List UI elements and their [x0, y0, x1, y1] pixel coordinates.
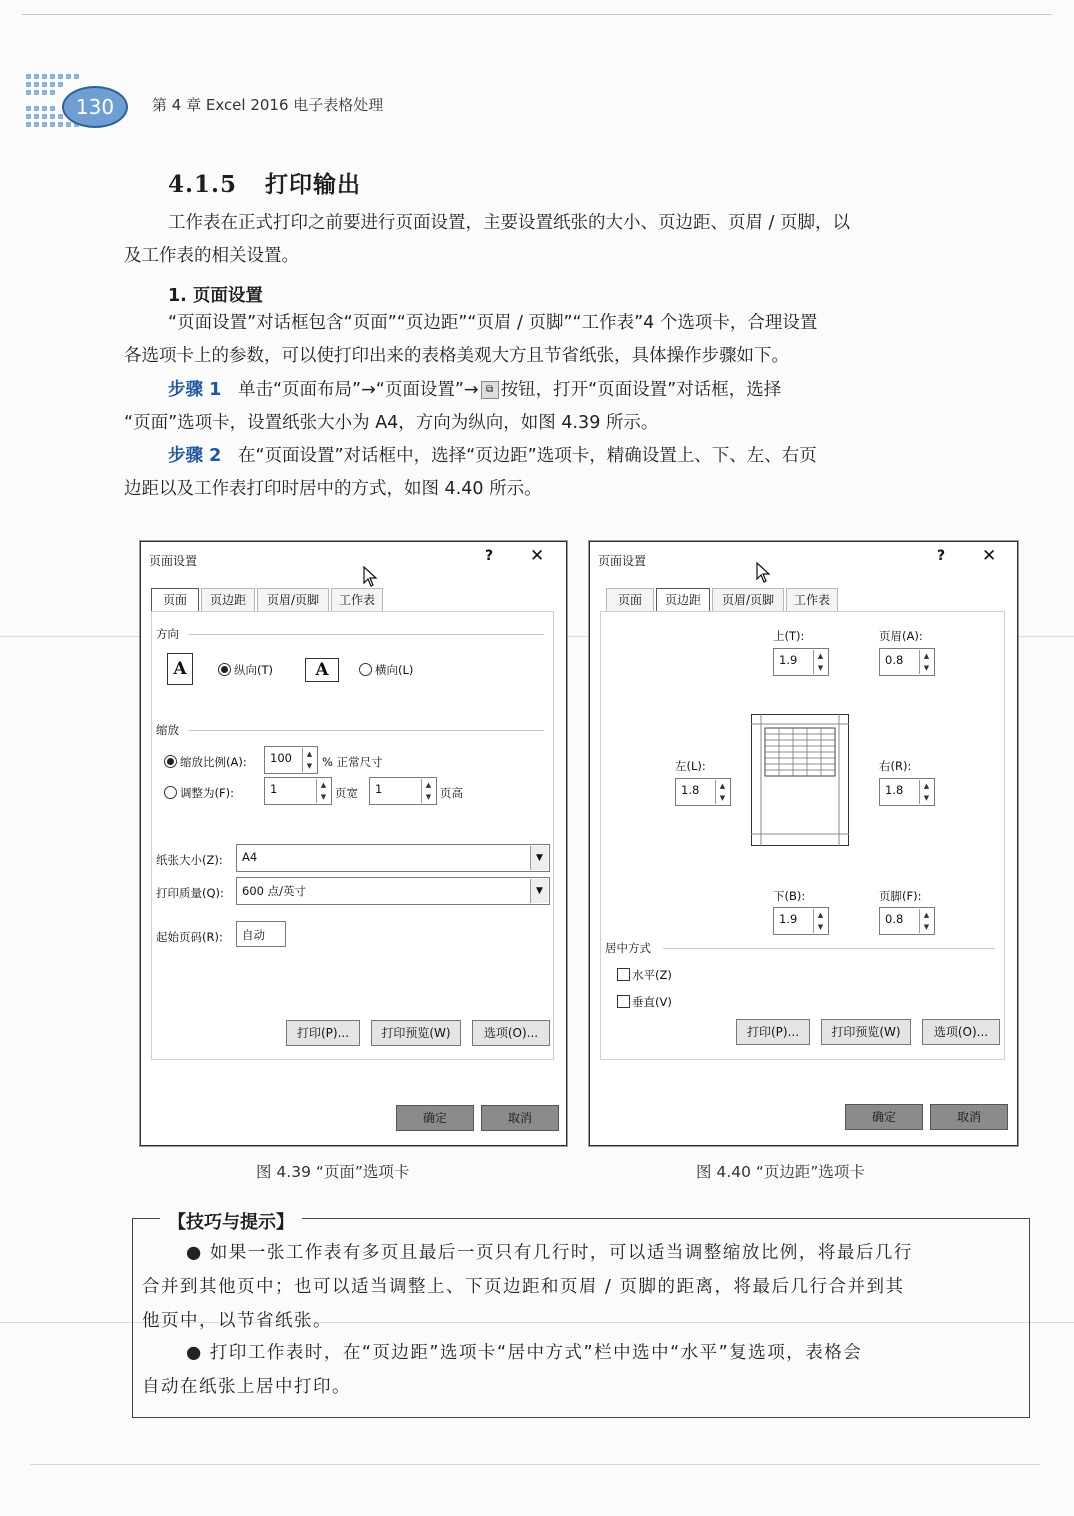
portrait-label: 纵向(T) [234, 663, 273, 677]
vertical-checkbox[interactable] [617, 995, 630, 1008]
top-margin-stepper[interactable]: 1.9 ▲ ▼ [773, 648, 829, 676]
print-quality-label: 打印质量(Q): [156, 886, 224, 900]
dialog-title: 页面设置 [149, 554, 198, 568]
right-margin-stepper[interactable]: 1.8 ▲ ▼ [879, 778, 935, 806]
stepper-up-icon[interactable]: ▲ [719, 782, 726, 790]
group-divider [188, 634, 544, 635]
dialog-launcher-icon: ⧉ [481, 381, 499, 399]
tab-margins[interactable]: 页边距 [656, 588, 710, 612]
bottom-margin-label: 下(B): [773, 889, 806, 903]
print-button[interactable]: 打印(P)... [286, 1020, 360, 1046]
right-margin-label: 右(R): [879, 759, 912, 773]
stepper-up-icon[interactable]: ▲ [320, 781, 327, 789]
figure-4-40-caption: 图 4.40 “页边距”选项卡 [696, 1163, 865, 1181]
options-button[interactable]: 选项(O)... [922, 1019, 1000, 1045]
stepper-up-icon[interactable]: ▲ [923, 652, 930, 660]
stepper-up-icon[interactable]: ▲ [923, 911, 930, 919]
subsection-title: 1. 页面设置 [168, 286, 263, 306]
page-setup-paragraph: “页面设置”对话框包含“页面”“页边距”“页眉 / 页脚”“工作表”4 个选项卡，合理设置 各选项卡上的参数，可以使打印出来的表格美观大方且节省纸张，具体操作步骤如下。 [124, 313, 818, 366]
close-icon[interactable]: ✕ [530, 546, 545, 566]
tab-page[interactable]: 页面 [151, 588, 199, 612]
tab-header-footer[interactable]: 页眉/页脚 [257, 588, 329, 611]
mouse-pointer-icon [756, 562, 772, 584]
ok-button[interactable]: 确定 [845, 1104, 923, 1130]
tab-panel [151, 611, 554, 1060]
bottom-margin-stepper[interactable]: 1.9 ▲ ▼ [773, 907, 829, 935]
tab-panel [600, 611, 1005, 1060]
tab-page[interactable]: 页面 [606, 588, 654, 611]
fit-radio[interactable] [164, 786, 177, 799]
first-page-number-input[interactable]: 自动 [236, 921, 286, 947]
print-button[interactable]: 打印(P)... [736, 1019, 810, 1045]
fit-tall-stepper[interactable]: 1 ▲ ▼ [369, 777, 437, 805]
close-icon[interactable]: ✕ [982, 546, 997, 566]
portrait-page-icon: A [167, 653, 193, 685]
tab-margins[interactable]: 页边距 [201, 588, 255, 611]
print-quality-select[interactable]: 600 点/英寸 ▼ [236, 877, 550, 905]
left-margin-label: 左(L): [675, 759, 706, 773]
stepper-down-icon[interactable]: ▼ [817, 664, 824, 672]
footer-margin-stepper[interactable]: 0.8 ▲ ▼ [879, 907, 935, 935]
first-page-number-label: 起始页码(R): [156, 930, 223, 944]
fit-tall-suffix: 页高 [440, 786, 463, 800]
stepper-down-icon[interactable]: ▼ [320, 793, 327, 801]
tip-2: ● 打印工作表时，在“页边距”选项卡“居中方式”栏中选中“水平”复选项，表格会 自动在纸张上居中打印。 [142, 1343, 863, 1397]
tip-1: ● 如果一张工作表有多页且最后一页只有几行时，可以适当调整缩放比例，将最后几行 合并到其他页中；也可以适当调整上、下页边距和页眉 / 页脚的距离，将最后几行合并到其 他页中，以节省纸张。 [142, 1243, 913, 1331]
tips-heading: 【技巧与提示】 [160, 1208, 302, 1234]
stepper-up-icon[interactable]: ▲ [817, 652, 824, 660]
print-preview-button[interactable]: 打印预览(W) [821, 1019, 911, 1045]
cancel-button[interactable]: 取消 [481, 1105, 559, 1131]
cancel-button[interactable]: 取消 [930, 1104, 1008, 1130]
stepper-up-icon[interactable]: ▲ [425, 781, 432, 789]
scale-suffix: % 正常尺寸 [322, 755, 383, 769]
tab-sheet[interactable]: 工作表 [331, 588, 383, 611]
step2-paragraph: 步骤 2 在“页面设置”对话框中，选择“页边距”选项卡，精确设置上、下、左、右页 边距以及工作表打印时居中的方式，如图 4.40 所示。 [124, 446, 817, 499]
stepper-down-icon[interactable]: ▼ [425, 793, 432, 801]
stepper-down-icon[interactable]: ▼ [719, 794, 726, 802]
header-margin-stepper[interactable]: 0.8 ▲ ▼ [879, 648, 935, 676]
scaling-group-label: 缩放 [156, 723, 179, 737]
help-icon[interactable]: ? [485, 548, 494, 564]
options-button[interactable]: 选项(O)... [472, 1020, 550, 1046]
stepper-down-icon[interactable]: ▼ [923, 794, 930, 802]
left-margin-stepper[interactable]: 1.8 ▲ ▼ [675, 778, 731, 806]
section-name: 打印输出 [265, 172, 362, 198]
step1-label: 步骤 1 [168, 380, 222, 400]
stepper-up-icon[interactable]: ▲ [306, 750, 313, 758]
chevron-down-icon[interactable]: ▼ [530, 879, 548, 903]
center-group-label: 居中方式 [605, 941, 651, 955]
margin-preview-page [751, 714, 849, 846]
fit-wide-suffix: 页宽 [335, 786, 358, 800]
paper-size-label: 纸张大小(Z): [156, 853, 223, 867]
mouse-pointer-icon [363, 566, 379, 588]
header-margin-label: 页眉(A): [879, 629, 923, 643]
footer-margin-label: 页脚(F): [879, 889, 922, 903]
vertical-label: 垂直(V) [632, 995, 672, 1009]
section-title [168, 166, 361, 199]
stepper-up-icon[interactable]: ▲ [817, 911, 824, 919]
scale-radio[interactable] [164, 755, 177, 768]
stepper-down-icon[interactable]: ▼ [923, 923, 930, 931]
top-rule [22, 14, 1052, 15]
group-divider [188, 730, 544, 731]
intro-paragraph: 工作表在正式打印之前要进行页面设置，主要设置纸张的大小、页边距、页眉 / 页脚，以 及工作表的相关设置。 [124, 213, 851, 266]
page-setup-dialog-page-tab [140, 541, 567, 1146]
fit-label: 调整为(F): [180, 786, 234, 800]
chevron-down-icon[interactable]: ▼ [530, 846, 548, 870]
landscape-page-icon: A [305, 658, 339, 682]
horizontal-checkbox[interactable] [617, 968, 630, 981]
top-margin-label: 上(T): [773, 629, 805, 643]
orientation-group-label: 方向 [156, 627, 179, 641]
paper-size-select[interactable]: A4 ▼ [236, 844, 550, 872]
ok-button[interactable]: 确定 [396, 1105, 474, 1131]
tab-header-footer[interactable]: 页眉/页脚 [712, 588, 784, 611]
scale-stepper[interactable]: 100 ▲ ▼ [264, 746, 318, 774]
stepper-up-icon[interactable]: ▲ [923, 782, 930, 790]
horizontal-label: 水平(Z) [632, 968, 672, 982]
chapter-header: 第 4 章 Excel 2016 电子表格处理 [152, 96, 384, 114]
dialog-title: 页面设置 [598, 554, 647, 568]
step2-label: 步骤 2 [168, 446, 222, 466]
scale-label: 缩放比例(A): [180, 755, 247, 769]
stepper-down-icon[interactable]: ▼ [817, 923, 824, 931]
stepper-down-icon[interactable]: ▼ [306, 762, 313, 770]
section-number: 4.1.5 [168, 171, 238, 198]
fit-wide-stepper[interactable]: 1 ▲ ▼ [264, 777, 332, 805]
page-number-badge: 130 [62, 86, 128, 128]
print-preview-button[interactable]: 打印预览(W) [371, 1020, 461, 1046]
bottom-rule [30, 1464, 1040, 1465]
portrait-radio[interactable] [218, 663, 231, 676]
figure-4-39-caption: 图 4.39 “页面”选项卡 [256, 1163, 410, 1181]
landscape-label: 横向(L) [375, 663, 414, 677]
step1-paragraph: 步骤 1 单击“页面布局”→“页面设置”→ ⧉ 按钮，打开“页面设置”对话框，选择 “页面”选项卡，设置纸张大小为 A4，方向为纵向，如图 4.39 所示。 [124, 380, 782, 433]
group-divider [663, 948, 995, 949]
help-icon[interactable]: ? [937, 548, 946, 564]
stepper-down-icon[interactable]: ▼ [923, 664, 930, 672]
tab-sheet[interactable]: 工作表 [786, 588, 838, 611]
page-setup-dialog-margins-tab [589, 541, 1018, 1146]
landscape-radio[interactable] [359, 663, 372, 676]
